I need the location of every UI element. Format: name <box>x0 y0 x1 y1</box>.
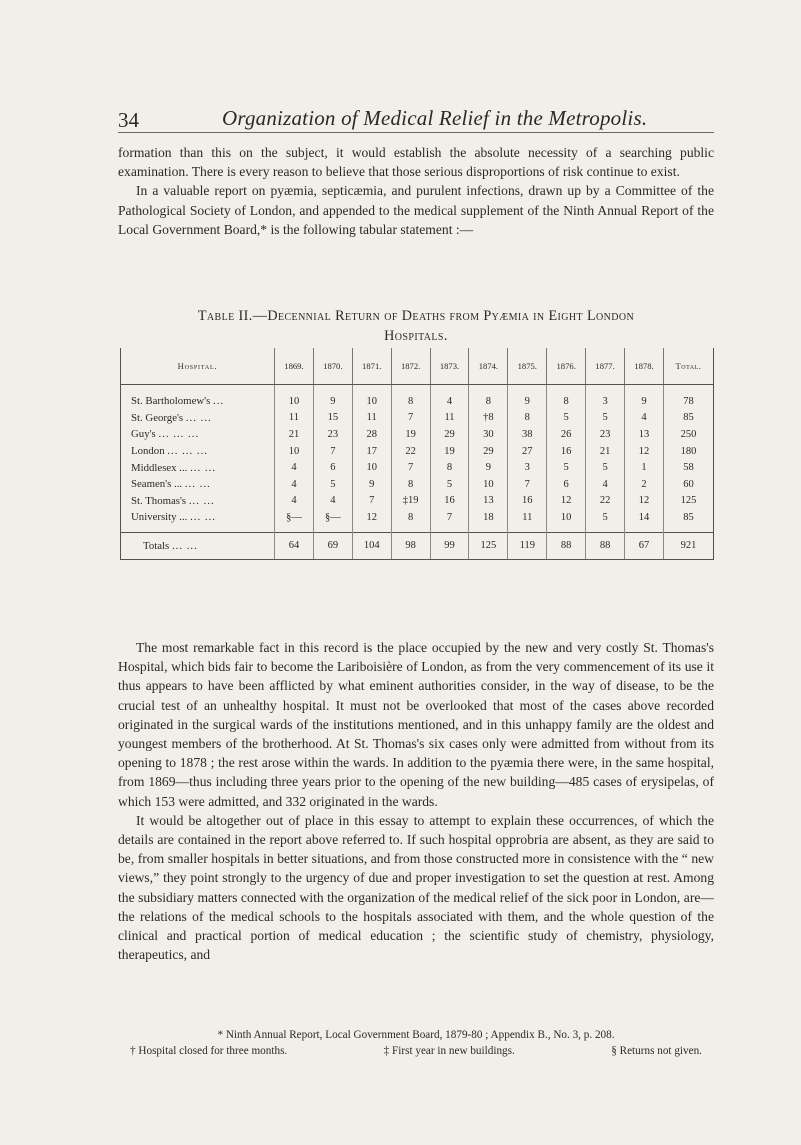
cell: 15 <box>313 410 352 427</box>
cell: 23 <box>313 426 352 443</box>
hospital-name: London ... ... ... <box>121 443 275 460</box>
cell: 8 <box>391 385 430 410</box>
table-caption-line-2: Hospitals. <box>384 328 448 344</box>
cell: 11 <box>352 410 391 427</box>
cell: 6 <box>313 459 352 476</box>
cell: 13 <box>469 493 508 510</box>
table-caption-line-1: Table II.—Decennial Return of Deaths from Pyæmia in Eight London <box>197 308 635 324</box>
cell: 2 <box>625 476 664 493</box>
cell: 5 <box>430 476 469 493</box>
cell: 67 <box>625 532 664 559</box>
column-header: 1875. <box>508 348 547 385</box>
hospital-name: Middlesex ... ... ... <box>121 459 275 476</box>
footnote-section: § Returns not given. <box>611 1045 702 1057</box>
cell: 10 <box>547 509 586 532</box>
cell: 119 <box>508 532 547 559</box>
cell: 125 <box>469 532 508 559</box>
total-cell: 85 <box>664 509 714 532</box>
table-row <box>121 509 714 532</box>
header-rule <box>118 132 714 133</box>
cell: 16 <box>508 493 547 510</box>
running-title: Organization of Medical Relief in the Metropolis. <box>222 106 648 130</box>
cell: †8 <box>469 410 508 427</box>
cell: 12 <box>625 493 664 510</box>
column-header: 1869. <box>275 348 314 385</box>
cell: 12 <box>625 443 664 460</box>
column-header: Hospital. <box>121 348 275 385</box>
cell: 16 <box>547 443 586 460</box>
cell: 4 <box>275 493 314 510</box>
cell: 12 <box>352 509 391 532</box>
footnote-line-2 <box>118 1043 714 1059</box>
cell: 16 <box>430 493 469 510</box>
total-cell: 250 <box>664 426 714 443</box>
cell: 7 <box>391 410 430 427</box>
hospital-name: St. George's ... ... <box>121 410 275 427</box>
cell: 26 <box>547 426 586 443</box>
pyaemia-deaths-table <box>120 348 714 560</box>
cell: 88 <box>586 532 625 559</box>
cell: 5 <box>586 410 625 427</box>
cell: 11 <box>508 509 547 532</box>
cell: 22 <box>391 443 430 460</box>
cell: §— <box>313 509 352 532</box>
cell: 17 <box>352 443 391 460</box>
cell: 3 <box>586 385 625 410</box>
total-cell: 85 <box>664 410 714 427</box>
page-number: 34 <box>118 108 139 132</box>
cell: 99 <box>430 532 469 559</box>
cell: 5 <box>313 476 352 493</box>
cell: 8 <box>430 459 469 476</box>
cell: 21 <box>275 426 314 443</box>
paragraph-3: The most remarkable fact in this record is the place occupied by the new and very costly St. Thomas's Hospital, which bids fair to become the Lariboisière of London, as from the very commencement of its use it thus appears to have been afflicted by what eminent authorities consider, in the way of disease, to be the crucial test of an unhealthy hospital. It must not be overlooked that most of the cases above recorded originated in the surgical wards of the institutions mentioned, and in this unhappy family are the oldest and youngest members of the brotherhood. At St. Thomas's six cases only were admitted from without from its opening to 1878 ; the rest arose within the wards. In addition to the pyæmia there were, in the same hospital, from 1869—thus including three years prior to the opening of the new building—485 cases of erysipelas, of which 153 were admitted, and 332 originated in the wards. <box>118 640 714 809</box>
intro-text <box>118 143 714 239</box>
cell: 9 <box>508 385 547 410</box>
cell: 29 <box>469 443 508 460</box>
table-caption <box>118 306 714 346</box>
cell: 7 <box>313 443 352 460</box>
cell: 8 <box>391 476 430 493</box>
cell: 9 <box>469 459 508 476</box>
cell: 5 <box>547 459 586 476</box>
column-header: 1877. <box>586 348 625 385</box>
cell: 7 <box>352 493 391 510</box>
table-row <box>121 385 714 410</box>
cell: 4 <box>275 459 314 476</box>
paragraph-1: formation than this on the subject, it would establish the absolute necessity of a searching public examination. There is every reason to believe that those serious disproportions of risk continue to exist. <box>118 145 714 180</box>
cell: 11 <box>430 410 469 427</box>
cell: 8 <box>391 509 430 532</box>
column-header: 1872. <box>391 348 430 385</box>
column-header: 1874. <box>469 348 508 385</box>
total-cell: 58 <box>664 459 714 476</box>
cell: 3 <box>508 459 547 476</box>
paragraph-4: It would be altogether out of place in this essay to attempt to explain these occurrences, of which the details are contained in the report above referred to. If such hospital opprobria are absent, as they are said to be, from smaller hospitals in better situations, and from those constructed more in consistence with the “ new views,” they point strongly to the urgency of due and proper investigation to set the question at rest. Among the subsidiary matters connected with the organization of the medical relief of the sick poor in London, are—the relations of the medical schools to the hospitals associated with them, and the whole question of the clinical and practical portion of medical education ; the scientific study of chemistry, physiology, therapeutics, and <box>118 812 714 963</box>
column-header: 1871. <box>352 348 391 385</box>
cell: 4 <box>430 385 469 410</box>
cell: 11 <box>275 410 314 427</box>
cell: 9 <box>625 385 664 410</box>
column-header: 1870. <box>313 348 352 385</box>
cell: 21 <box>586 443 625 460</box>
cell: 30 <box>469 426 508 443</box>
cell: 7 <box>430 509 469 532</box>
footnote-star: * Ninth Annual Report, Local Government Board, 1879-80 ; Appendix B., No. 3, p. 208. <box>217 1029 615 1041</box>
footnote-double-dagger: ‡ First year in new buildings. <box>383 1045 515 1057</box>
table-row <box>121 410 714 427</box>
cell: 88 <box>547 532 586 559</box>
cell: 1 <box>625 459 664 476</box>
table-header-row <box>121 348 714 385</box>
table-row <box>121 459 714 476</box>
table-row <box>121 426 714 443</box>
cell: 7 <box>391 459 430 476</box>
cell: 4 <box>313 493 352 510</box>
hospital-name: Seamen's ... ... ... <box>121 476 275 493</box>
body-text <box>118 638 714 964</box>
paragraph-2: In a valuable report on pyæmia, septicæmia, and purulent infections, drawn up by a Committee of the Pathological Society of London, and appended to the medical supplement of the Ninth Annual Report of the Local Government Board,* is the following tabular statement :— <box>118 183 714 237</box>
cell: 98 <box>391 532 430 559</box>
cell: 5 <box>586 509 625 532</box>
cell: §— <box>275 509 314 532</box>
cell: 64 <box>275 532 314 559</box>
cell: 4 <box>586 476 625 493</box>
cell: 69 <box>313 532 352 559</box>
hospital-name: University ... ... ... <box>121 509 275 532</box>
cell: 38 <box>508 426 547 443</box>
cell: 19 <box>391 426 430 443</box>
total-cell: 180 <box>664 443 714 460</box>
cell: 9 <box>352 476 391 493</box>
column-header: Total. <box>664 348 714 385</box>
cell: 10 <box>275 385 314 410</box>
cell: 27 <box>508 443 547 460</box>
table-row <box>121 476 714 493</box>
hospital-name: Guy's ... ... ... <box>121 426 275 443</box>
total-cell: 78 <box>664 385 714 410</box>
hospital-name: St. Bartholomew's ... <box>121 385 275 410</box>
cell: 28 <box>352 426 391 443</box>
cell: 22 <box>586 493 625 510</box>
cell: 23 <box>586 426 625 443</box>
hospital-name: St. Thomas's ... ... <box>121 493 275 510</box>
cell: 8 <box>469 385 508 410</box>
totals-row <box>121 532 714 559</box>
table-row <box>121 493 714 510</box>
cell: 12 <box>547 493 586 510</box>
cell: 18 <box>469 509 508 532</box>
cell: 6 <box>547 476 586 493</box>
column-header: 1873. <box>430 348 469 385</box>
cell: ‡19 <box>391 493 430 510</box>
cell: 4 <box>275 476 314 493</box>
cell: 29 <box>430 426 469 443</box>
grand-total-cell: 921 <box>664 532 714 559</box>
total-cell: 125 <box>664 493 714 510</box>
cell: 9 <box>313 385 352 410</box>
cell: 19 <box>430 443 469 460</box>
cell: 8 <box>508 410 547 427</box>
cell: 5 <box>586 459 625 476</box>
cell: 4 <box>625 410 664 427</box>
column-header: 1878. <box>625 348 664 385</box>
cell: 10 <box>469 476 508 493</box>
cell: 8 <box>547 385 586 410</box>
total-cell: 60 <box>664 476 714 493</box>
footnote-dagger: † Hospital closed for three months. <box>130 1045 288 1057</box>
cell: 13 <box>625 426 664 443</box>
column-header: 1876. <box>547 348 586 385</box>
footnotes <box>118 1027 714 1059</box>
cell: 104 <box>352 532 391 559</box>
cell: 14 <box>625 509 664 532</box>
cell: 10 <box>352 459 391 476</box>
cell: 7 <box>508 476 547 493</box>
totals-label: Totals ... ... <box>121 532 275 559</box>
cell: 10 <box>275 443 314 460</box>
table-row <box>121 443 714 460</box>
cell: 5 <box>547 410 586 427</box>
cell: 10 <box>352 385 391 410</box>
